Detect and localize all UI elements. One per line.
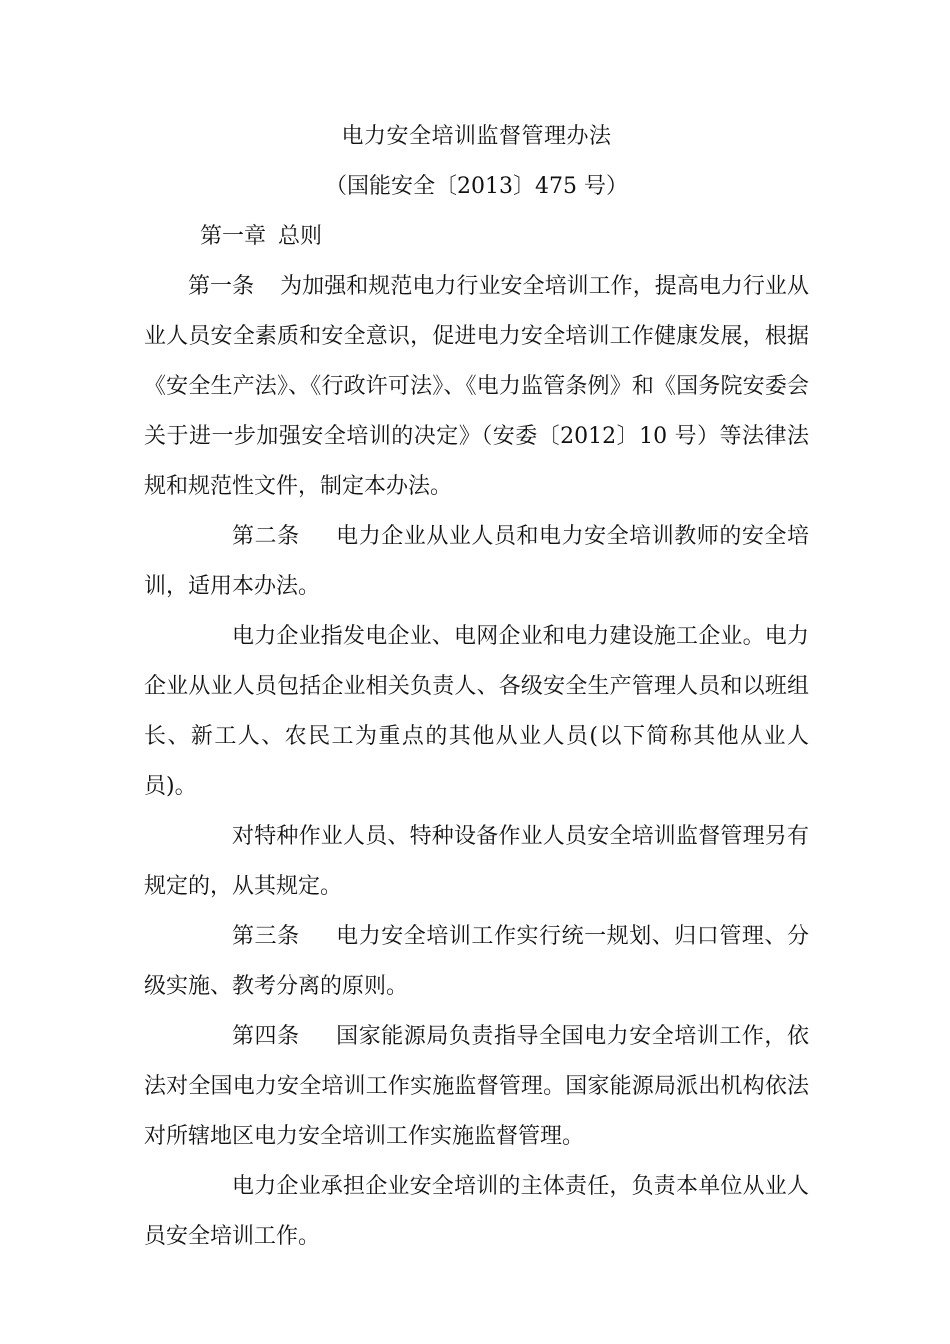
article-1-text: 为加强和规范电力行业安全培训工作，提高电力行业从业人员安全素质和安全意识，促进电力安全培训工作健康发展，根据《安全生产法》、《行政许可法》、《电力监管条例》和《国务院安委会关于进一步加强安全培训的决定》（安委〔2012〕10 号）等法律法规和规范性文件，制定本办法。 xyxy=(144,274,809,499)
article-4-label: 第四条 xyxy=(232,1024,300,1049)
article-1-label: 第一条 xyxy=(188,274,255,299)
article-3-text: 电力安全培训工作实行统一规划、归口管理、分级实施、教考分离的原则。 xyxy=(144,924,809,999)
article-2-paragraph xyxy=(144,512,809,612)
article-1-paragraph xyxy=(144,262,809,512)
document-number: （国能安全〔2013〕475 号） xyxy=(325,174,628,199)
chapter-heading xyxy=(144,212,809,262)
article-4-paragraph xyxy=(144,1012,809,1162)
article-4-paragraph-2: 电力企业承担企业安全培训的主体责任，负责本单位从业人员安全培训工作。 xyxy=(144,1174,809,1249)
chapter-label: 第一章 xyxy=(200,224,267,249)
document-body xyxy=(144,112,809,1262)
article-2-paragraph-2: 电力企业指发电企业、电网企业和电力建设施工企业。电力企业从业人员包括企业相关负责人、各级安全生产管理人员和以班组长、新工人、农民工为重点的其他从业人员(以下简称其他从业人员)。 xyxy=(144,624,809,799)
article-2-label: 第二条 xyxy=(232,524,300,549)
article-4-text: 国家能源局负责指导全国电力安全培训工作，依法对全国电力安全培训工作实施监督管理。国家能源局派出机构依法对所辖地区电力安全培训工作实施监督管理。 xyxy=(144,1024,809,1149)
article-3-label: 第三条 xyxy=(232,924,300,949)
article-3-paragraph xyxy=(144,912,809,1012)
chapter-name: 总则 xyxy=(278,224,323,249)
article-2-paragraph-3: 对特种作业人员、特种设备作业人员安全培训监督管理另有规定的，从其规定。 xyxy=(144,824,809,899)
document-title: 电力安全培训监督管理办法 xyxy=(341,124,612,149)
article-2-text: 电力企业从业人员和电力安全培训教师的安全培训，适用本办法。 xyxy=(144,524,809,599)
